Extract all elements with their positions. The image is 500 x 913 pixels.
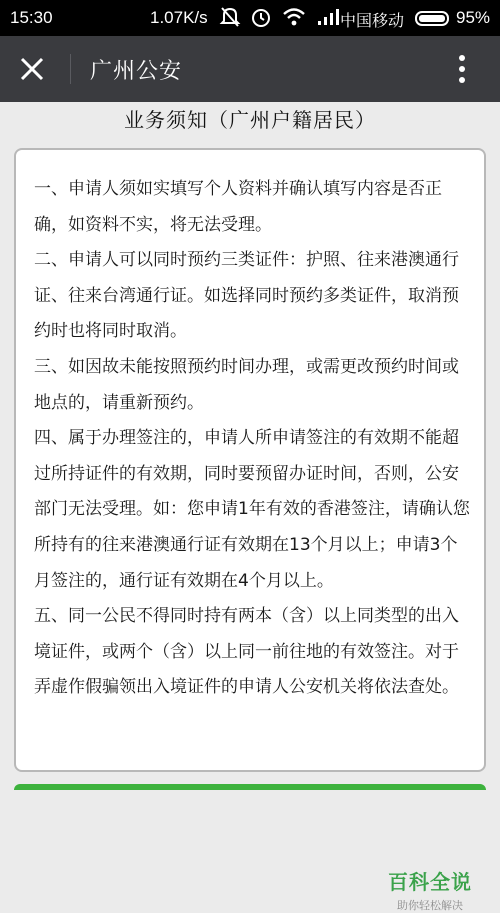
- network-speed: 1.07K/s: [150, 8, 208, 27]
- notice-text: [34, 172, 472, 706]
- page-title: 业务须知（广州户籍居民）: [124, 108, 376, 132]
- app-toolbar: [0, 36, 500, 102]
- notice-paragraph: 二、申请人可以同时预约三类证件：护照、往来港澳通行证、往来台湾通行证。如选择同时预约多类证件，取消预约时也将同时取消。: [34, 250, 459, 342]
- notice-paragraph: 三、如因故未能按照预约时间办理，或需更改预约时间或地点的，请重新预约。: [34, 356, 459, 413]
- mute-icon: [220, 6, 240, 28]
- status-time: 15:30: [10, 8, 53, 27]
- watermark-subtitle: 助你轻松解决: [397, 899, 463, 912]
- toolbar-title: 广州公安: [90, 59, 183, 84]
- toolbar-divider: [70, 54, 71, 84]
- more-options-icon[interactable]: [444, 50, 480, 88]
- notice-paragraph: 五、同一公民不得同时持有两本（含）以上同类型的出入境证件，或两个（含）以上同一前往地的有效签注。对于弄虚作假骗领出入境证件的申请人公安机关将依法查处。: [34, 606, 459, 698]
- watermark-title: 百科全说: [388, 870, 472, 894]
- close-icon[interactable]: [14, 51, 50, 87]
- alarm-icon: [250, 6, 272, 28]
- notice-paragraph: 四、属于办理签注的，申请人所申请签注的有效期不能超过所持证件的有效期，同时要预留办证时间，否则，公安部门无法受理。如：您申请1年有效的香港签注，请确认您所持有的往来港澳通行证有效期在13个月以上；申请3个月签注的，通行证有效期在4个月以上。: [34, 428, 470, 591]
- confirm-button[interactable]: [14, 784, 486, 790]
- notice-panel[interactable]: [14, 148, 486, 912]
- carrier-name: 中国移动: [340, 11, 405, 30]
- battery-percent: 95%: [456, 8, 491, 27]
- notice-paragraph: 一、申请人须如实填写个人资料并确认填写内容是否正确，如资料不实，将无法受理。: [34, 179, 442, 235]
- wifi-icon: [282, 7, 306, 27]
- status-icons: [220, 6, 342, 28]
- signal-icon: [316, 7, 342, 27]
- status-bar: [0, 0, 500, 36]
- battery-icon: [415, 11, 449, 26]
- watermark-logo: [380, 866, 480, 913]
